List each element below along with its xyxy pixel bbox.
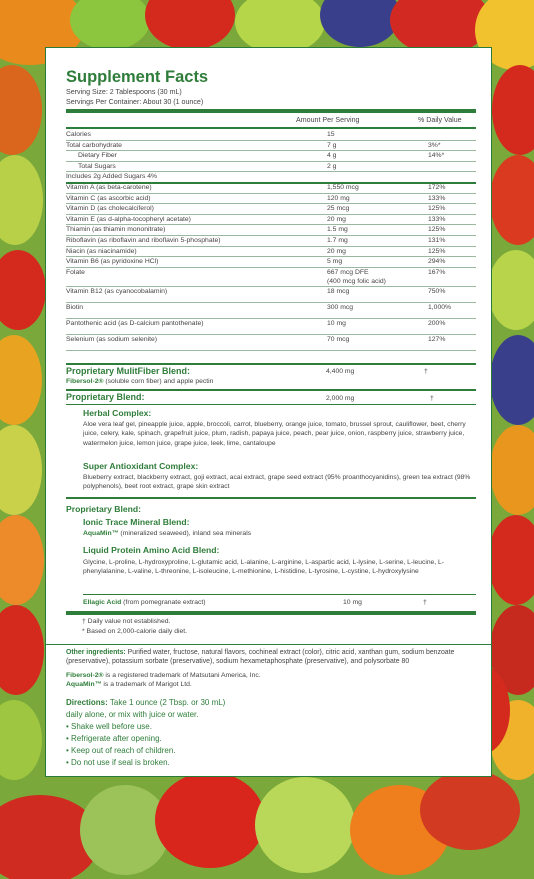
nutrient-amount: 120 mg [327, 194, 350, 202]
tm-fibersol-text: is a registered trademark of Matsutani America, Inc. [105, 672, 261, 679]
divider [83, 594, 476, 595]
amount-per-serving-header: Amount Per Serving [296, 116, 360, 124]
nutrient-daily-value: 167% [428, 268, 446, 276]
nutrient-amount: 70 mcg [327, 335, 350, 343]
nutrient-name: Riboflavin (as riboflavin and riboflavin 5-phosphate) [66, 237, 221, 244]
fibersol-brand: Fibersol-2® [66, 378, 104, 385]
divider [66, 334, 476, 335]
divider [66, 193, 476, 194]
nutrient-name: Niacin (as niacinamide) [66, 247, 137, 255]
divider [66, 404, 476, 405]
supplement-facts-panel [45, 47, 492, 777]
nutrient-name: Vitamin B12 (as cyanocobalamin) [66, 287, 168, 295]
servings-per-container: Servings Per Container: About 30 (1 ounce) [66, 98, 204, 106]
divider [66, 611, 476, 615]
nutrient-daily-value: 750% [428, 287, 446, 295]
nutrient-name: Total carbohydrate [66, 141, 122, 149]
nutrient-daily-value: 125% [428, 226, 446, 234]
divider [66, 224, 476, 225]
serving-size: Serving Size: 2 Tablespoons (30 mL) [66, 88, 182, 96]
antioxidant-complex-text: Blueberry extract, blackberry extract, goji extract, acai extract, grape seed extract (95% proanthocyanidins), green tea extract (98% polyphenols), beet root extract, grape skin extract [83, 474, 471, 491]
divider [66, 318, 476, 319]
proprietary-blend-2-title: Proprietary Blend: [66, 504, 141, 514]
footnote-dagger: † Daily value not established. [82, 618, 171, 625]
divider [66, 389, 476, 391]
divider [66, 350, 476, 351]
nutrient-daily-value: 133% [428, 215, 446, 223]
proprietary-blend-title: Proprietary Blend: [66, 392, 145, 402]
protein-blend-text: Glycine, L-proline, L-hydroxyproline, L-glutamic acid, L-alanine, L-arginine, L-aspartic acid, L-lysine, L-serine, L-leucine, L-phenylalanine, L-valine, L-threonine, L-isoleucine, L-methionine, L-histidine, L-tyrosine, L-cystine, L-hydroxylysine [83, 559, 444, 576]
nutrient-daily-value: 125% [428, 247, 446, 255]
nutrient-name: Total Sugars [78, 162, 116, 170]
other-ingredients [66, 648, 476, 667]
nutrient-amount: 1,550 mcg [327, 184, 359, 191]
herbal-complex-title: Herbal Complex: [83, 408, 152, 418]
nutrient-amount-note: (400 mcg folic acid) [327, 277, 386, 285]
ionic-trace-title: Ionic Trace Mineral Blend: [83, 517, 190, 527]
nutrient-daily-value: 1,000% [428, 303, 452, 311]
nutrient-name: Vitamin E (as d-alpha-tocopheryl acetate) [66, 215, 191, 223]
ellagic-dv: † [423, 599, 427, 606]
nutrient-daily-value: 200% [428, 319, 446, 327]
fiber-blend-amount: 4,400 mg [326, 368, 355, 375]
nutrient-row [66, 268, 476, 285]
herbal-complex-text: Aloe vera leaf gel, pineapple juice, apple, broccoli, carrot, blueberry, orange juice, tomato, brussel sprout, cauliflower, beet, cherry juice, celery, kale, spinach, grapefruit juice, plum, radish, papaya juice, peach, pear juice, onion, raspberry juice, strawberry juice, watermelon juice, lemon juice, grape juice, leek, lime, cantaloupe [83, 421, 466, 447]
bullet-keep-out: • Keep out of reach of children. [66, 746, 176, 755]
divider [46, 644, 491, 645]
other-ingredients-label: Other ingredients: [66, 649, 126, 656]
divider [66, 127, 476, 129]
divider [66, 109, 476, 113]
nutrient-daily-value: 172% [428, 184, 446, 191]
divider [66, 171, 476, 172]
daily-value-header: % Daily Value [418, 116, 462, 124]
nutrient-daily-value: 125% [428, 205, 446, 213]
nutrient-name: Calories [66, 131, 91, 138]
protein-blend-title: Liquid Protein Amino Acid Blend: [83, 545, 220, 555]
nutrient-amount: 20 mg [327, 247, 346, 255]
panel-title: Supplement Facts [66, 68, 209, 86]
nutrient-amount: 5 mg [327, 258, 343, 266]
nutrient-name: Includes 2g Added Sugars 4% [66, 173, 158, 181]
antioxidant-complex-title: Super Antioxidant Complex: [83, 461, 199, 471]
trademark-aquamin [66, 681, 192, 688]
nutrient-name: Pantothenic acid (as D-calcium pantothenate) [66, 319, 204, 327]
nutrient-amount: 20 mg [327, 215, 346, 223]
ellagic-desc: (from pomegranate extract) [123, 599, 206, 606]
directions [66, 698, 225, 707]
divider [66, 246, 476, 247]
nutrient-row [66, 304, 476, 314]
nutrient-amount: 15 [327, 131, 335, 138]
fiber-blend-title: Proprietary MulitFiber Blend: [66, 366, 191, 376]
tm-aquamin-text: is a trademark of Marigot Ltd. [103, 681, 192, 688]
nutrient-daily-value: 127% [428, 335, 446, 343]
trademark-fibersol [66, 672, 261, 679]
bullet-shake: • Shake well before use. [66, 722, 152, 731]
nutrient-name: Biotin [66, 303, 84, 311]
fiber-blend-desc [66, 378, 213, 385]
proprietary-blend-dv: † [430, 395, 434, 402]
tm-fibersol-brand: Fibersol-2® [66, 672, 104, 679]
ellagic-acid [83, 599, 206, 606]
divider [66, 286, 476, 287]
proprietary-blend-amount: 2,000 mg [326, 395, 355, 402]
nutrient-amount: 10 mg [327, 319, 346, 327]
divider [66, 140, 476, 141]
nutrient-amount: 7 g [327, 141, 337, 149]
divider [66, 161, 476, 162]
divider [66, 302, 476, 303]
nutrient-name: Vitamin A (as beta-carotene) [66, 184, 152, 191]
nutrient-row [66, 336, 476, 346]
fiber-blend-dv: † [424, 368, 428, 375]
tm-aquamin-brand: AquaMin™ [66, 681, 102, 688]
ellagic-amount: 10 mg [343, 599, 362, 606]
nutrient-name: Dietary Fiber [78, 152, 117, 160]
nutrient-row [66, 288, 476, 298]
divider [66, 150, 476, 151]
nutrient-name: Vitamin B6 (as pyridoxine HCl) [66, 258, 159, 266]
divider [66, 267, 476, 268]
nutrient-daily-value: 3%* [428, 141, 441, 149]
ionic-trace-desc [83, 530, 251, 537]
divider [66, 256, 476, 257]
ionic-trace-text: (mineralized seaweed), inland sea minerals [120, 530, 252, 537]
nutrient-amount: 1.5 mg [327, 226, 348, 234]
nutrient-amount: 4 g [327, 152, 337, 160]
aquamin-brand: AquaMin™ [83, 530, 119, 537]
directions-line2: daily alone, or mix with juice or water. [66, 710, 199, 719]
divider [66, 497, 476, 499]
ellagic-name: Ellagic Acid [83, 599, 122, 606]
divider [66, 235, 476, 236]
other-ingredients-text: Purified water, fructose, natural flavors, cochineal extract (color), citric acid, xanthan gum, sodium benzoate (preservative), potassium sorbate (preservative), sodium hexametaphosphate (preservative), and polysorbate 80 [66, 649, 455, 666]
nutrient-amount: 1.7 mg [327, 237, 348, 244]
nutrient-daily-value: 294% [428, 258, 446, 266]
nutrient-amount: 667 mcg DFE [327, 268, 369, 276]
nutrient-name: Vitamin C (as ascorbic acid) [66, 194, 151, 202]
nutrient-name: Selenium (as sodium selenite) [66, 335, 158, 343]
nutrient-name: Folate [66, 268, 85, 276]
directions-text: Take 1 ounce (2 Tbsp. or 30 mL) [109, 698, 226, 707]
directions-label: Directions: [66, 698, 108, 707]
nutrient-name: Thiamin (as thiamin mononitrate) [66, 226, 166, 234]
nutrient-name: Vitamin D (as cholecalciferol) [66, 205, 154, 213]
nutrient-daily-value: 14%* [428, 152, 445, 160]
divider [66, 203, 476, 204]
fiber-blend-text: (soluble corn fiber) and apple pectin [105, 378, 214, 385]
divider [66, 363, 476, 365]
nutrient-daily-value: 133% [428, 194, 446, 202]
nutrient-daily-value: 131% [428, 237, 446, 244]
bullet-seal: • Do not use if seal is broken. [66, 758, 170, 767]
nutrient-amount: 300 mcg [327, 303, 354, 311]
divider [66, 214, 476, 215]
bullet-refrigerate: • Refrigerate after opening. [66, 734, 162, 743]
nutrient-amount: 2 g [327, 162, 337, 170]
nutrient-amount: 18 mcg [327, 287, 350, 295]
nutrient-row [66, 320, 476, 330]
nutrient-amount: 25 mcg [327, 205, 350, 213]
footnote-asterisk: * Based on 2,000-calorie daily diet. [82, 628, 188, 635]
